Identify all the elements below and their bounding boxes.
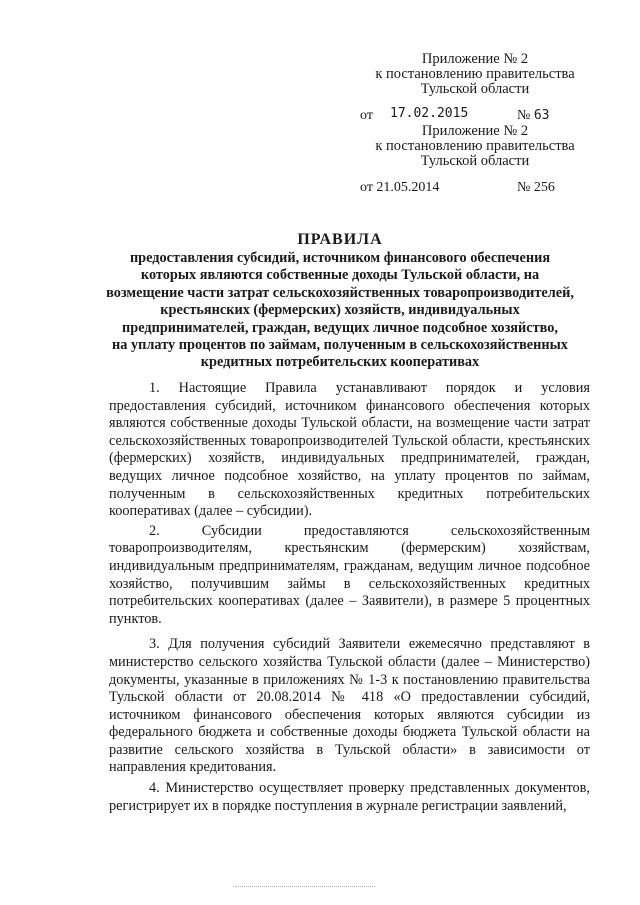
rules-title: ПРАВИЛА (297, 231, 383, 248)
decree-date-line-current (360, 106, 550, 124)
rules-title-block (100, 230, 580, 372)
subtitle-line: крестьянских (фермерских) хозяйств, индивидуальных (160, 302, 520, 319)
subtitle-line: предоставления субсидий, источником финансового обеспечения (129, 250, 551, 266)
appendix-title: Приложение № 2 (421, 123, 529, 139)
subtitle-line: на уплату процентов по займам, полученным в сельскохозяйственных (112, 337, 568, 354)
appendix-title: Приложение № 2 (421, 51, 529, 67)
date-prefix: от (360, 108, 373, 123)
scan-artifact (235, 886, 375, 889)
subtitle-line: возмещение части затрат сельскохозяйственных товаропроизводителей, (106, 284, 574, 301)
date-stamp: 17.02.2015 (390, 106, 469, 121)
appendix-reference: к постановлению правительства (375, 138, 575, 154)
decree-date: от 21.05.2014 (360, 180, 440, 195)
decree-number: № 256 (517, 180, 555, 195)
paragraph-1: 1. Настоящие Правила устанавливают порядок и условия предоставления субсидий, источником финансового обеспечения которых являются собственные доходы Тульской области, на возмещение части затрат сельскохозяйственных товаропроизводителей Тульской области, крестьянских (фермерских) хозяйств, индивидуальных предпринимателей, граждан, ведущих личное подсобное хозяйство, на уплату процентов по займам, полученным в сельскохозяйственных кредитных потребительских кооперативах (далее – субсидии). (109, 380, 590, 520)
appendix-region: Тульской области (420, 153, 530, 169)
paragraph-4: 4. Министерство осуществляет проверку представленных документов, регистрирует их в порядке поступления в журнале регистрации заявлений, (109, 780, 590, 814)
subtitle-line: предпринимателей, граждан, ведущих личное подсобное хозяйство, (122, 319, 558, 336)
appendix-header-previous (355, 124, 595, 169)
rules-body (109, 380, 590, 815)
subtitle-line: которых являются собственные доходы Тульской области, на (140, 267, 540, 284)
subtitle-line: кредитных потребительских кооперативах (200, 354, 480, 371)
appendix-region: Тульской области (420, 81, 530, 97)
appendix-header-current (355, 52, 595, 97)
paragraph-2: 2. Субсидии предоставляются сельскохозяйственным товаропроизводителям, крестьянским (фермерским) хозяйствам, индивидуальным предпринимателям, гражданам, ведущим личное подсобное хозяйство, получившим займы в сельскохозяйственных кредитных потребительских кооперативах (далее – Заявители), в размере 5 процентных пунктов. (109, 522, 590, 627)
rules-subtitle (100, 250, 580, 372)
decree-date-line-previous (360, 180, 555, 196)
appendix-reference: к постановлению правительства (375, 66, 575, 82)
paragraph-3: 3. Для получения субсидий Заявители ежемесячно представляют в министерство сельского хозяйства Тульской области (далее – Министерство) документы, указанные в приложениях № 1-3 к постановлению правительства Тульской области от 20.08.2014 № 418 «О предоставлении субсидий, источником финансового обеспечения которых являются субсидии из федерального бюджета и собственные доходы бюджета Тульской области на развитие сельского хозяйства в Тульской области» в зависимости от направления кредитования. (109, 636, 590, 776)
decree-number: № 63 (517, 108, 550, 123)
